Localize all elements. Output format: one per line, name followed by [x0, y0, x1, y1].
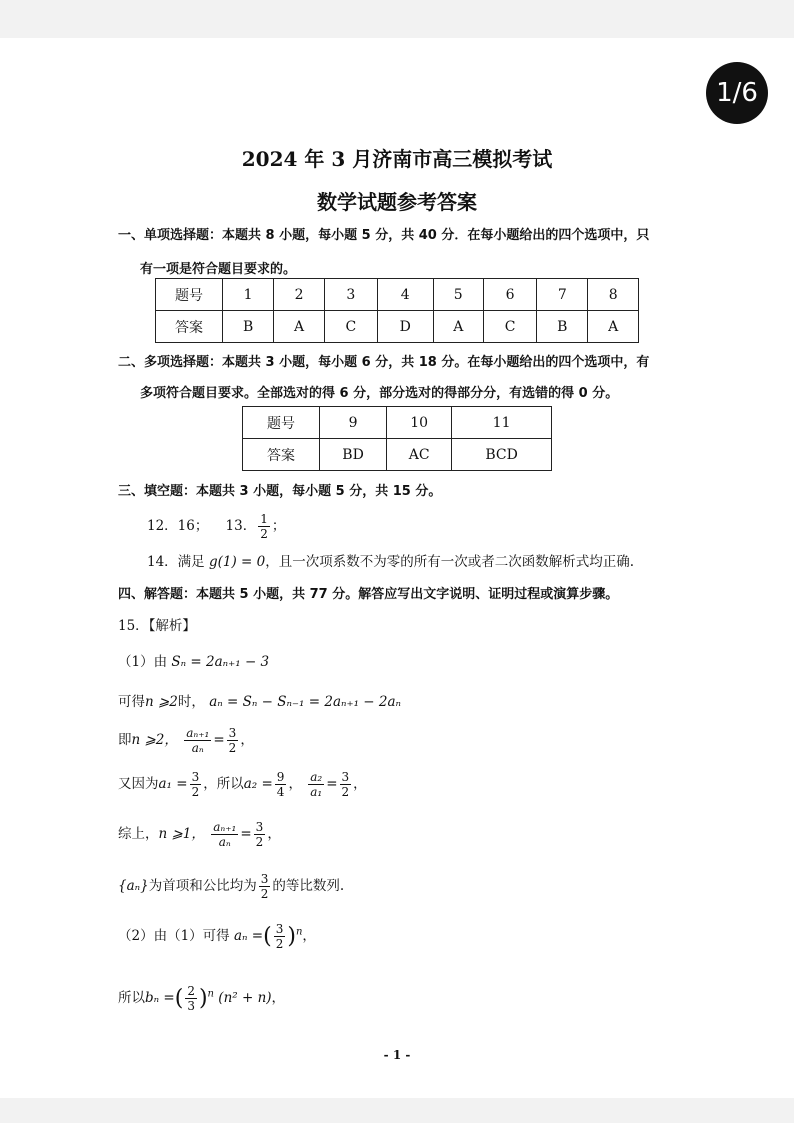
document-page	[0, 38, 794, 1098]
table-cell: BCD	[452, 439, 552, 471]
fraction: $\frac{3}{2}$	[228, 726, 237, 755]
answer-14: 14．满足 g(1) = 0，且一次项系数不为零的所有一次或者二次函数解析式均正确.	[147, 554, 635, 570]
document-subtitle: 数学试题参考答案	[317, 190, 477, 214]
answer-12: 12．16；	[147, 518, 209, 534]
multi-choice-answer-table	[242, 406, 552, 471]
table-cell: 10	[387, 407, 452, 439]
table-cell: A	[433, 311, 484, 343]
table-cell: A	[274, 311, 325, 343]
document-title: 2024 年 3 月济南市高三模拟考试	[241, 147, 553, 171]
table-cell: 5	[433, 279, 484, 311]
table-cell: 1	[223, 279, 274, 311]
solution-step-8: 所以bₙ =( $\frac{2}{3}$ )$^n$ (n² + n)，	[118, 984, 286, 1013]
fraction: $\frac{\text{aₙ₊₁}}{\text{aₙ}}$	[186, 726, 210, 755]
table-cell: 4	[377, 279, 433, 311]
table-cell: B	[223, 311, 274, 343]
fraction: $\frac{3}{2}$	[191, 770, 200, 799]
section3-heading: 三、填空题：本题共 3 小题，每小题 5 分，共 15 分。	[118, 484, 442, 499]
fraction: $\frac{\text{aₙ₊₁}}{\text{aₙ}}$	[213, 820, 237, 849]
question-15-label: 15．【解析】	[118, 618, 196, 634]
solution-step-5: 综上，n ⩾1， $\frac{\text{aₙ₊₁}}{\text{aₙ}}$ = $\frac{3}{2}$ ，	[118, 820, 281, 849]
table-row	[156, 279, 639, 311]
table-cell: 6	[484, 279, 537, 311]
solution-step-4: 又因为a₁ = $\frac{3}{2}$ ，所以a₂ = $\frac{9}{4}$ ， $\frac{\text{a₂}}{\text{a₁}}$ = $\frac{3}{2}$ ，	[118, 770, 367, 799]
fraction: $\frac{3}{2}$	[275, 922, 284, 951]
answer-12-13: 12．16； 13． $\frac{1}{2}$ ；	[147, 512, 286, 541]
fraction: $\frac{9}{4}$	[276, 770, 285, 799]
page-counter-badge: 1/6	[706, 62, 768, 124]
fraction: $\frac{3}{2}$	[260, 872, 269, 901]
section1-heading-cont: 有一项是符合题目要求的。	[140, 262, 297, 277]
single-choice-answer-table	[155, 278, 639, 343]
solution-step-2: 可得n ⩾2时， aₙ = Sₙ − Sₙ₋₁ = 2aₙ₊₁ − 2aₙ	[118, 694, 402, 710]
table-cell: 8	[588, 279, 639, 311]
fraction: $\frac{2}{3}$	[187, 984, 195, 1013]
table-cell: C	[484, 311, 537, 343]
fraction: $\frac{\text{a₂}}{\text{a₁}}$	[310, 770, 323, 799]
fraction: $\frac{1}{2}$	[260, 512, 268, 541]
table-cell: 2	[274, 279, 325, 311]
table-cell: 7	[537, 279, 588, 311]
table-cell: 9	[320, 407, 387, 439]
page-number: - 1 -	[383, 1048, 411, 1062]
table-cell: B	[537, 311, 588, 343]
section1-heading: 一、单项选择题：本题共 8 小题，每小题 5 分，共 40 分．在每小题给出的四个选项中，只	[118, 228, 650, 243]
solution-step-1: （1）由 Sₙ = 2aₙ₊₁ − 3	[118, 654, 270, 670]
table-cell: C	[324, 311, 377, 343]
answer-13-label: 13．	[225, 518, 257, 534]
section2-heading: 二、多项选择题：本题共 3 小题，每小题 6 分，共 18 分。在每小题给出的四个选项中，有	[118, 355, 650, 370]
solution-step-7: （2）由（1）可得 aₙ =( $\frac{3}{2}$ )$^n$，	[118, 922, 316, 951]
solution-step-3: 即n ⩾2， $\frac{\text{aₙ₊₁}}{\text{aₙ}}$ = $\frac{3}{2}$ ，	[118, 726, 254, 755]
section4-heading: 四、解答题：本题共 5 小题，共 77 分。解答应写出文字说明、证明过程或演算步骤。	[118, 587, 619, 602]
table-row	[243, 407, 552, 439]
section2-heading-cont: 多项符合题目要求。全部选对的得 6 分，部分选对的得部分分，有选错的得 0 分。	[140, 386, 619, 401]
solution-step-6: {aₙ}为首项和公比均为 $\frac{3}{2}$ 的等比数列.	[118, 872, 345, 901]
table-header-cell: 答案	[243, 439, 320, 471]
table-row	[243, 439, 552, 471]
table-header-cell: 答案	[156, 311, 223, 343]
fraction: $\frac{3}{2}$	[341, 770, 350, 799]
fraction: $\frac{3}{2}$	[255, 820, 264, 849]
table-header-cell: 题号	[243, 407, 320, 439]
table-cell: 11	[452, 407, 552, 439]
table-cell: AC	[387, 439, 452, 471]
table-cell: BD	[320, 439, 387, 471]
table-cell: D	[377, 311, 433, 343]
table-cell: A	[588, 311, 639, 343]
table-row	[156, 311, 639, 343]
table-cell: 3	[324, 279, 377, 311]
table-header-cell: 题号	[156, 279, 223, 311]
